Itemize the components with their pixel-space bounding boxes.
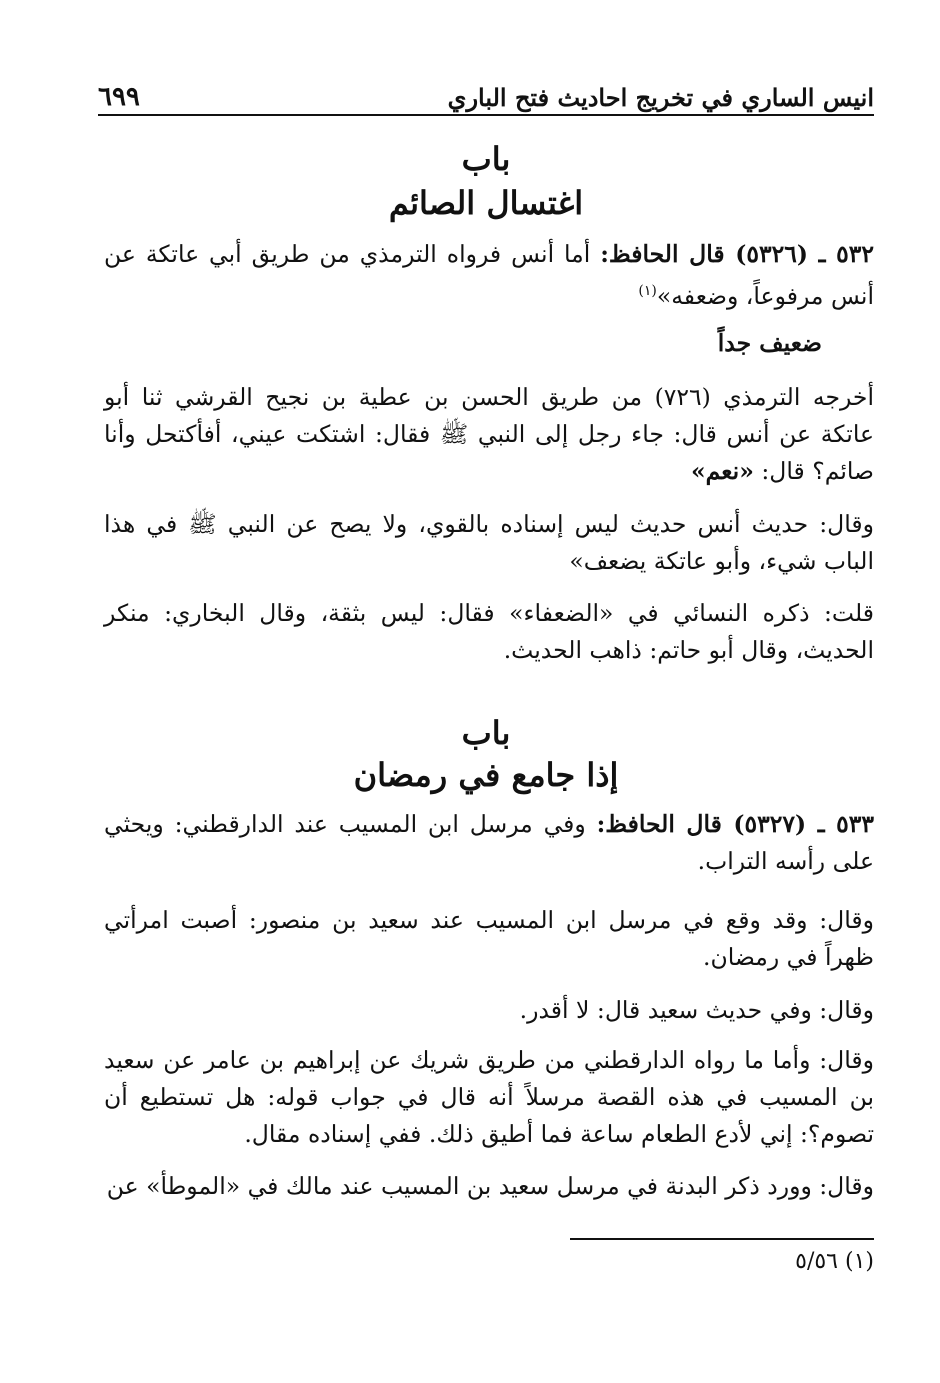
book-title: انيس الساري في تخريج احاديث فتح الباري: [447, 83, 874, 112]
running-header: [98, 72, 874, 112]
section2-paragraph-4: وقال: وورد ذكر البدنة في مرسل سعيد بن المسيب عند مالك في «الموطأ» عن: [106, 1172, 874, 1200]
section2-paragraph-2: وقال: وفي حديث سعيد قال: لا أقدر.: [519, 996, 874, 1024]
entry-532: [104, 236, 874, 315]
section2-heading-title: إذا جامع في رمضان: [353, 756, 619, 794]
section1-paragraph-1-text: أخرجه الترمذي (٧٢٦) من طريق الحسن بن عطية بن نجيح القرشي ثنا أبو عاتكة عن أنس قال: جاء رجل إلى النبي ﷺ فقال: اشتكت عيني، أفأكتحل وأنا صائم؟ قال:: [104, 383, 874, 485]
entry-533-text: وفي مرسل ابن المسيب عند الدارقطني: ويحثي على رأسه التراب.: [104, 810, 874, 875]
section1-paragraph-1: [104, 379, 874, 490]
section1-paragraph-3: قلت: ذكره النسائي في «الضعفاء» فقال: ليس بثقة، وقال البخاري: منكر الحديث، وقال أبو حاتم: ذاهب الحديث.: [104, 599, 874, 664]
grade-label: ضعيف جداً: [717, 329, 822, 357]
entry-532-lead: ٥٣٢ ـ (٥٣٢٦) قال الحافظ:: [600, 240, 874, 268]
section1-heading-bab: باب: [461, 140, 511, 178]
section1-paragraph-1-end: «نعم»: [690, 457, 754, 485]
footnote-rule: [570, 1238, 874, 1240]
section1-paragraph-2: وقال: حديث أنس حديث ليس إسناده بالقوي، ولا يصح عن النبي ﷺ في هذا الباب شيء، وأبو عاتكة يضعف»: [104, 510, 874, 575]
entry-533-lead: ٥٣٣ ـ (٥٣٢٧) قال الحافظ:: [596, 810, 874, 838]
section2-paragraph-1: وقال: وقد وقع في مرسل ابن المسيب عند سعيد بن منصور: أصبت امرأتي ظهراً في رمضان.: [104, 906, 874, 971]
section1-heading-title: اغتسال الصائم: [388, 184, 584, 222]
footnote: (١) ٥/٥٦: [795, 1249, 874, 1274]
footnote-ref: (١): [638, 283, 657, 299]
entry-533: [104, 806, 874, 880]
section2-heading-bab: باب: [461, 714, 511, 752]
section2-paragraph-3: وقال: وأما ما رواه الدارقطني من طريق شريك عن إبراهيم بن عامر عن سعيد بن المسيب في هذه القصة مرسلاً أنه قال في جواب قوله: هل تستطيع أن تصوم؟: إني لأدع الطعام ساعة فما أطيق ذلك. ففي إسناده مقال.: [104, 1046, 874, 1148]
page-number: ٦٩٩: [98, 82, 140, 112]
header-rule: [98, 114, 874, 116]
entry-532-text: أما أنس فرواه الترمذي من طريق أبي عاتكة عن أنس مرفوعاً، وضعفه»: [104, 240, 874, 310]
